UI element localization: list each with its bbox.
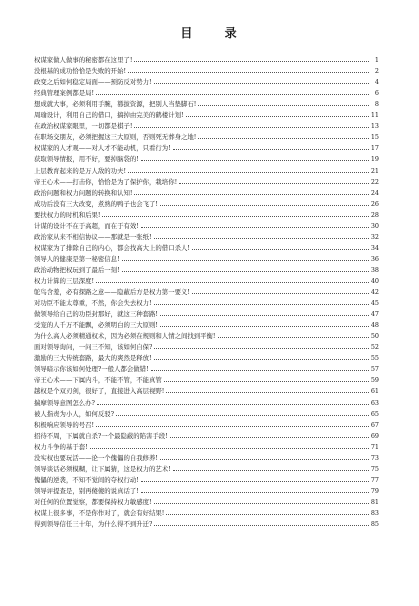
toc-entry-page-number: 38 bbox=[370, 265, 379, 274]
toc-entry[interactable] bbox=[34, 75, 379, 86]
dot-leader bbox=[96, 94, 369, 95]
toc-entry-page-number: 26 bbox=[370, 199, 379, 208]
toc-entry-title: 鸵鸟含羞，必有探路之意——隐蔽后方是权力第一要义! bbox=[34, 288, 190, 297]
dot-leader bbox=[160, 315, 369, 316]
toc-entry[interactable] bbox=[34, 351, 379, 362]
dot-leader bbox=[141, 227, 369, 228]
toc-entry[interactable] bbox=[34, 86, 379, 97]
toc-entry-title: 傀儡的逆袭，不知不觉间的夺权行动! bbox=[34, 475, 139, 484]
dot-leader bbox=[97, 404, 369, 405]
toc-entry-title: 权谋上很多事，不是你作对了，就会有好结果! bbox=[34, 508, 165, 517]
dot-leader bbox=[90, 448, 369, 449]
toc-entry-page-number: 85 bbox=[370, 520, 379, 529]
toc-entry-title: 帝王心术——下属内斗，不能不管，不能真管 bbox=[34, 376, 162, 385]
toc-entry-page-number: 8 bbox=[374, 100, 379, 109]
dot-leader bbox=[179, 183, 369, 184]
toc-entry-title: 权力计算的三层深度! bbox=[34, 276, 95, 285]
toc-entry-page-number: 17 bbox=[370, 144, 379, 153]
toc-entry[interactable] bbox=[34, 219, 379, 230]
toc-entry-page-number: 63 bbox=[370, 398, 379, 407]
toc-entry-page-number: 6 bbox=[374, 89, 379, 98]
toc-entry[interactable] bbox=[34, 506, 379, 517]
toc-entry-page-number: 1 bbox=[374, 56, 379, 65]
dot-leader bbox=[154, 525, 368, 526]
toc-entry[interactable] bbox=[34, 285, 379, 296]
toc-entry-title: 被人指责为小人，如何反驳? bbox=[34, 409, 115, 418]
toc-entry-page-number: 50 bbox=[370, 332, 379, 341]
toc-entry-page-number: 52 bbox=[370, 343, 379, 352]
dot-leader bbox=[134, 61, 369, 62]
toc-entry-title: 经典管理案例都是局! bbox=[34, 89, 95, 98]
toc-entry[interactable] bbox=[34, 230, 379, 241]
dot-leader bbox=[173, 149, 369, 150]
toc-entry-title: 为什么高人必须精通权术，因为必须在规则和人情之间找到平衡! bbox=[34, 332, 216, 341]
toc-entry-page-number: 77 bbox=[370, 475, 379, 484]
toc-entry[interactable] bbox=[34, 373, 379, 384]
toc-entry-page-number: 42 bbox=[370, 288, 379, 297]
toc-entry-title: 成功后没有三大改变，煮熟的鸭子也会飞了! bbox=[34, 199, 158, 208]
toc-entry-title: 想成就大事，必须利用手腕，篡拔资源，把别人当垫脚石! bbox=[34, 100, 197, 109]
toc-entry-page-number: 59 bbox=[370, 376, 379, 385]
toc-entry-title: 周瑜设计，利用自己的借口，搞掉由完美的鹤楼计划! bbox=[34, 111, 184, 120]
toc-entry-page-number: 4 bbox=[374, 78, 379, 87]
dot-leader bbox=[154, 304, 369, 305]
toc-entry-title: 权谋家的人才观——对人才不能动机，只看行为! bbox=[34, 144, 171, 153]
toc-entry-title: 对任何的位置觉察，都要保持权力敏感度! bbox=[34, 497, 152, 506]
toc-entry[interactable] bbox=[34, 307, 379, 318]
toc-entry-title: 对功臣不能太尊重，不然，你会失去权力! bbox=[34, 299, 152, 308]
toc-entry-page-number: 67 bbox=[370, 420, 379, 429]
toc-entry-title: 在政治权谋家眼里，一切都是棋子! bbox=[34, 122, 133, 131]
toc-entry[interactable] bbox=[34, 186, 379, 197]
toc-entry-page-number: 15 bbox=[370, 133, 379, 142]
toc-entry[interactable] bbox=[34, 152, 379, 163]
toc-entry-title: 计谋的设计不在于高超，而在于有效! bbox=[34, 221, 139, 230]
toc-entry[interactable] bbox=[34, 318, 379, 329]
toc-entry[interactable] bbox=[34, 384, 379, 395]
toc-entry-title: 在职场交朋友，必须把握这三大原则，否则死无葬身之地! bbox=[34, 133, 197, 142]
toc-entry-page-number: 36 bbox=[370, 254, 379, 263]
toc-entry-title: 得到领导信任三十年，为什么得不到升迁? bbox=[34, 520, 153, 529]
dot-leader bbox=[116, 415, 369, 416]
toc-entry-page-number: 81 bbox=[370, 497, 379, 506]
toc-entry[interactable] bbox=[34, 263, 379, 274]
toc-entry-page-number: 75 bbox=[370, 464, 379, 473]
toc-entry[interactable] bbox=[34, 197, 379, 208]
toc-entry-page-number: 79 bbox=[370, 486, 379, 495]
toc-entry-page-number: 21 bbox=[370, 166, 379, 175]
dot-leader bbox=[154, 503, 369, 504]
toc-entry-page-number: 19 bbox=[370, 155, 379, 164]
dot-leader bbox=[192, 293, 369, 294]
page-title: 目 录 bbox=[180, 26, 251, 40]
dot-leader bbox=[96, 282, 369, 283]
toc-entry-title: 领导谈话必须模糊，让下属猜，这是权力的艺术! bbox=[34, 464, 171, 473]
toc-entry[interactable] bbox=[34, 208, 379, 219]
toc-entry-page-number: 32 bbox=[370, 232, 379, 241]
dot-leader bbox=[154, 238, 369, 239]
toc-entry[interactable] bbox=[34, 429, 379, 440]
dot-leader bbox=[128, 72, 369, 73]
toc-entry[interactable] bbox=[34, 53, 379, 64]
toc-entry-title: 领导评提查是，别再傻傻的说真话了! bbox=[34, 486, 139, 495]
dot-leader bbox=[102, 216, 368, 217]
toc-entry-title: 获取领导情报，用不好，要掉脑袋的! bbox=[34, 155, 139, 164]
toc-entry[interactable] bbox=[34, 473, 379, 484]
dot-leader bbox=[166, 392, 368, 393]
toc-entry-page-number: 71 bbox=[370, 442, 379, 451]
toc-entry-page-number: 55 bbox=[370, 354, 379, 363]
toc-entry-title: 激励的三大传统套路，最大的爽然是释放! bbox=[34, 354, 152, 363]
toc-entry-title: 面对领导询问，一问三不知，该如何自保? bbox=[34, 343, 153, 352]
toc-entry-title: 政变之后如何稳定局面——预防反对势力! bbox=[34, 78, 152, 87]
toc-entry[interactable] bbox=[34, 241, 379, 252]
dot-leader bbox=[198, 105, 369, 106]
dot-leader bbox=[166, 514, 368, 515]
dot-leader bbox=[151, 370, 369, 371]
toc-entry-page-number: 83 bbox=[370, 508, 379, 517]
dot-leader bbox=[141, 481, 369, 482]
toc-entry-page-number: 22 bbox=[370, 177, 379, 186]
toc-list bbox=[0, 53, 379, 528]
dot-leader bbox=[141, 160, 369, 161]
toc-entry[interactable] bbox=[34, 462, 379, 473]
toc-entry[interactable] bbox=[34, 274, 379, 285]
toc-entry[interactable] bbox=[34, 440, 379, 451]
toc-entry-page-number: 40 bbox=[370, 276, 379, 285]
dot-leader bbox=[198, 138, 369, 139]
toc-entry-page-number: 11 bbox=[370, 111, 379, 120]
dot-leader bbox=[160, 205, 369, 206]
toc-entry[interactable] bbox=[34, 130, 379, 141]
toc-entry-page-number: 30 bbox=[370, 221, 379, 230]
toc-entry[interactable] bbox=[34, 340, 379, 351]
toc-entry-page-number: 2 bbox=[374, 67, 379, 76]
toc-entry-title: 权谋家为了排除自己的内心，都会找高大上的借口杀人! bbox=[34, 243, 190, 252]
dot-leader bbox=[122, 260, 369, 261]
dot-leader bbox=[170, 437, 369, 438]
toc-entry-page-number: 65 bbox=[370, 409, 379, 418]
dot-leader bbox=[154, 359, 369, 360]
dot-leader bbox=[173, 470, 369, 471]
dot-leader bbox=[154, 83, 369, 84]
toc-entry[interactable] bbox=[34, 163, 379, 174]
toc-entry[interactable] bbox=[34, 407, 379, 418]
toc-entry-title: 揣摩领导意图怎么办? bbox=[34, 398, 95, 407]
toc-entry[interactable] bbox=[34, 141, 379, 152]
toc-entry-title: 没实权也要玩活——论一个傀儡的自我修养! bbox=[34, 453, 158, 462]
toc-entry[interactable] bbox=[34, 451, 379, 462]
dot-leader bbox=[164, 381, 369, 382]
toc-entry-page-number: 73 bbox=[370, 453, 379, 462]
toc-entry-title: 领导人的健康是第一秘密信息! bbox=[34, 254, 120, 263]
dot-leader bbox=[154, 348, 368, 349]
toc-entry-page-number: 45 bbox=[370, 299, 379, 308]
toc-entry[interactable] bbox=[34, 108, 379, 119]
toc-entry[interactable] bbox=[34, 64, 379, 75]
toc-entry-title: 领导暗示你该如何处理?一般人都会做错! bbox=[34, 365, 149, 374]
toc-entry-page-number: 47 bbox=[370, 310, 379, 319]
dot-leader bbox=[134, 194, 368, 195]
toc-entry[interactable] bbox=[34, 395, 379, 406]
toc-entry-page-number: 48 bbox=[370, 321, 379, 330]
toc-entry-page-number: 61 bbox=[370, 387, 379, 396]
toc-entry-page-number: 13 bbox=[370, 122, 379, 131]
toc-entry-title: 政治家从来不相信协议——那就是一张纸! bbox=[34, 232, 152, 241]
toc-entry-title: 政治动物把权玩到了最后一刻! bbox=[34, 265, 120, 274]
toc-entry-page-number: 34 bbox=[370, 243, 379, 252]
toc-entry-title: 受宠的人千万不能飘，必须明白的三大原则! bbox=[34, 321, 158, 330]
toc-entry-title: 帝王心术——打击你，恰恰是为了保护你，栽培你! bbox=[34, 177, 178, 186]
dot-leader bbox=[134, 127, 368, 128]
toc-entry-title: 权力斗争的基于套! bbox=[34, 442, 88, 451]
dot-leader bbox=[141, 492, 369, 493]
dot-leader bbox=[96, 426, 369, 427]
toc-entry[interactable] bbox=[34, 175, 379, 186]
dot-leader bbox=[122, 271, 369, 272]
toc-entry[interactable] bbox=[34, 362, 379, 373]
dot-leader bbox=[186, 116, 369, 117]
toc-entry[interactable] bbox=[34, 418, 379, 429]
toc-entry[interactable] bbox=[34, 97, 379, 108]
toc-entry-page-number: 57 bbox=[370, 365, 379, 374]
toc-entry[interactable] bbox=[34, 517, 379, 528]
toc-entry[interactable] bbox=[34, 296, 379, 307]
toc-entry[interactable] bbox=[34, 495, 379, 506]
toc-entry-title: 没根基的成功恰恰是失败的开始! bbox=[34, 67, 127, 76]
toc-entry-title: 越权是个双刃剑，很好了，直接进入高层视野! bbox=[34, 387, 165, 396]
toc-entry[interactable] bbox=[34, 484, 379, 495]
toc-entry-title: 招待不周，下属就自杀?一个最隐蔽的陷害手段! bbox=[34, 431, 168, 440]
dot-leader bbox=[218, 337, 369, 338]
toc-entry-page-number: 28 bbox=[370, 210, 379, 219]
toc-entry-title: 积极响应领导的号召! bbox=[34, 420, 95, 429]
toc-entry[interactable] bbox=[34, 119, 379, 130]
toc-entry-page-number: 69 bbox=[370, 431, 379, 440]
toc-entry-title: 做领导给自己的功臣封那好，就这三种套路! bbox=[34, 310, 158, 319]
dot-leader bbox=[128, 172, 369, 173]
dot-leader bbox=[192, 249, 369, 250]
toc-entry-title: 要扶权力的时机和后果! bbox=[34, 210, 101, 219]
toc-entry-title: 上层教育起来的是万人敌的功夫! bbox=[34, 166, 127, 175]
toc-entry-title: 政治问题和权力问题的转换和认知! bbox=[34, 188, 133, 197]
toc-entry-page-number: 24 bbox=[370, 188, 379, 197]
dot-leader bbox=[160, 326, 369, 327]
toc-entry[interactable] bbox=[34, 329, 379, 340]
dot-leader bbox=[160, 459, 369, 460]
toc-entry-title: 权谋家做人做事的秘密都在这里了! bbox=[34, 56, 133, 65]
toc-entry[interactable] bbox=[34, 252, 379, 263]
